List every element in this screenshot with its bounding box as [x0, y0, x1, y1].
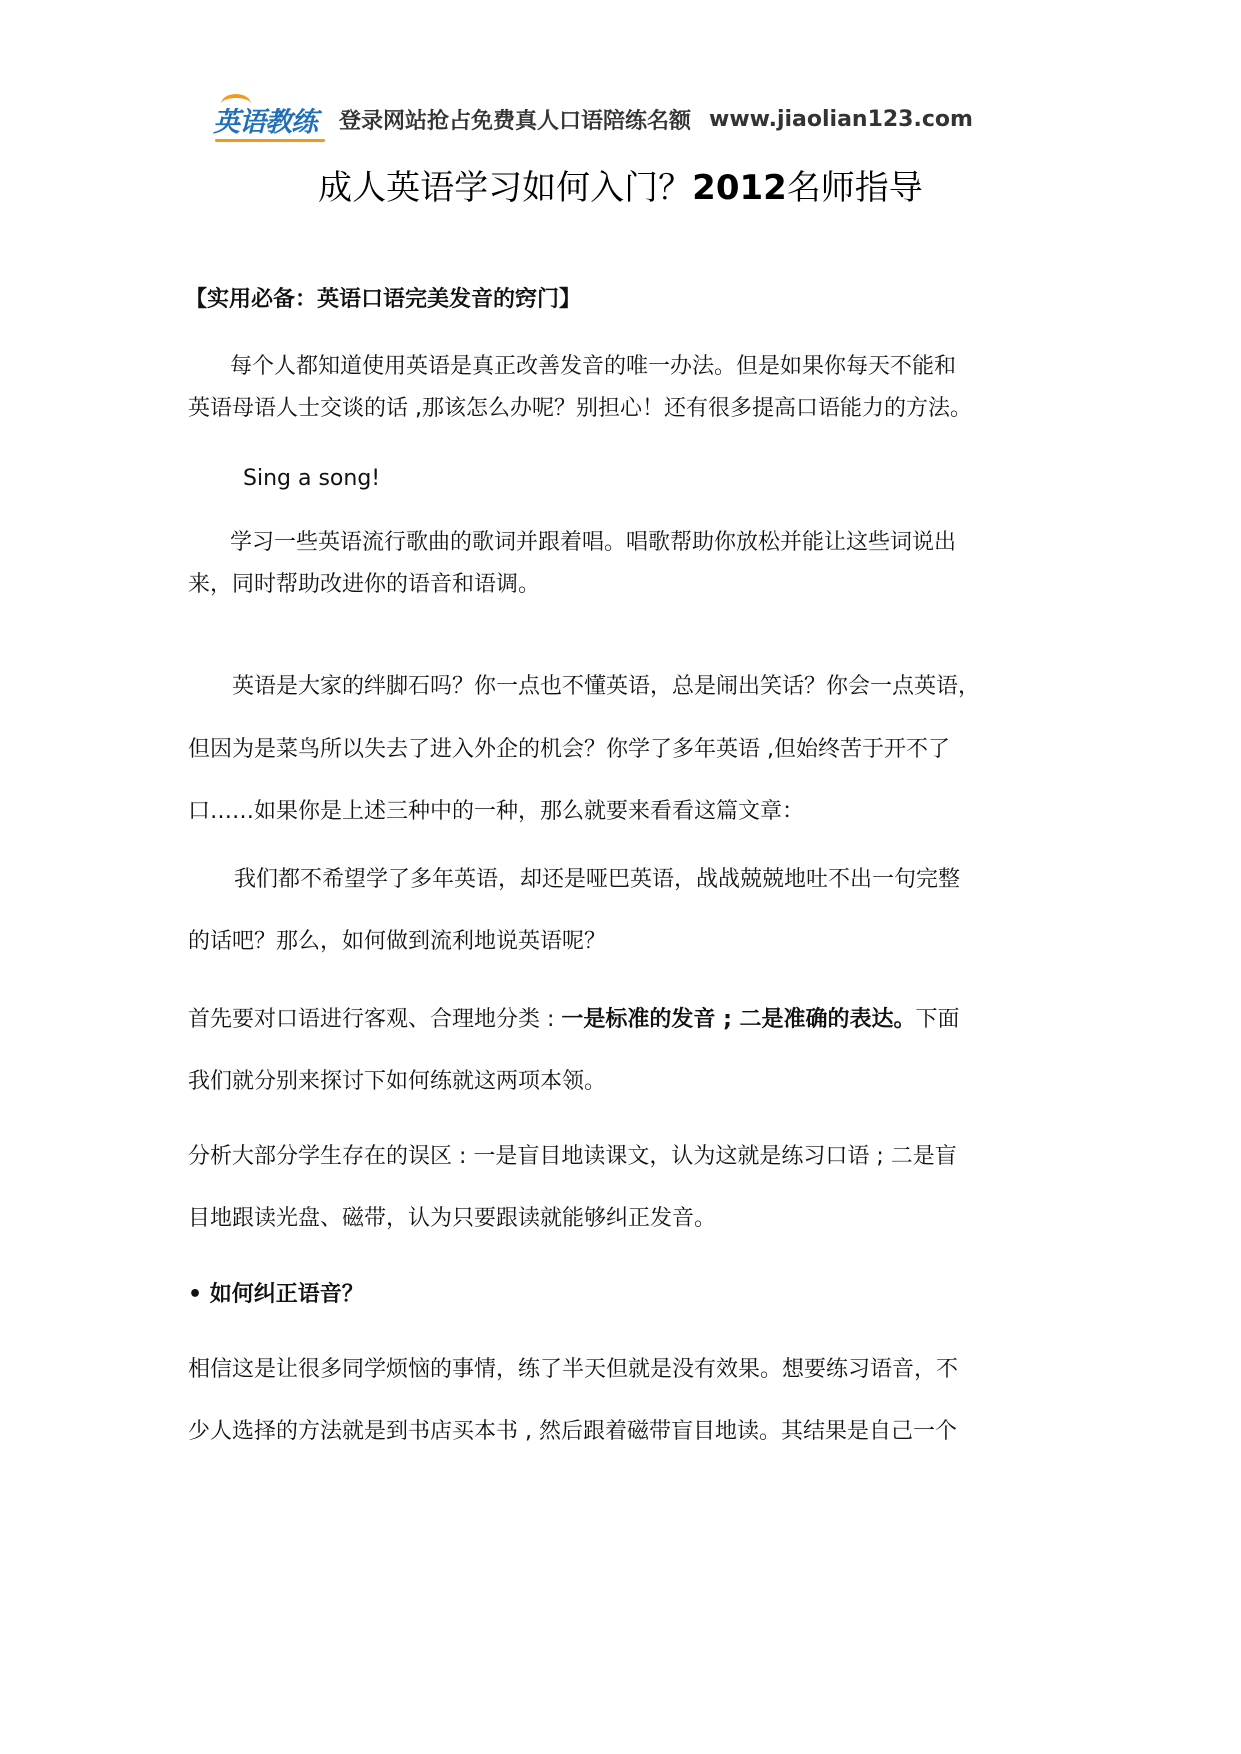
paragraph-line: 每个人都知道使用英语是真正改善发音的唯一办法。但是如果你每天不能和 — [230, 354, 957, 379]
paragraph-line: 我们都不希望学了多年英语，却还是哑巴英语，战战兢兢地吐不出一句完整 — [234, 867, 961, 892]
header-slogan: 登录网站抢占免费真人口语陪练名额 — [339, 108, 692, 134]
logo-underline-icon — [215, 139, 325, 142]
paragraph-line: 但因为是菜鸟所以失去了进入外企的机会？你学了多年英语 ,但始终苦于开不了 — [188, 737, 950, 762]
paragraph-line: 相信这是让很多同学烦恼的事情，练了半天但就是没有效果。想要练习语音，不 — [188, 1357, 959, 1382]
brand-logo[interactable] — [213, 100, 317, 139]
paragraph-line: 我们就分别来探讨下如何练就这两项本领。 — [188, 1069, 607, 1094]
emphasis-text: 一是标准的发音 ; 二是准确的表达。 — [561, 1007, 916, 1032]
paragraph-line: 口……如果你是上述三种中的一种，那么就要来看看这篇文章： — [188, 799, 805, 824]
paragraph-line — [188, 1005, 960, 1035]
logo-arc-icon — [221, 94, 251, 114]
title-prefix: 成人英语学习如何入门？ — [318, 168, 693, 208]
bullet-heading: • 如何纠正语音？ — [188, 1282, 364, 1307]
paragraph-line: 英语是大家的绊脚石吗？你一点也不懂英语，总是闹出笑话？你会一点英语， — [232, 674, 981, 699]
header-banner — [213, 94, 973, 144]
paragraph-line: 的话吧？那么，如何做到流利地说英语呢？ — [188, 929, 607, 954]
paragraph-line: 少人选择的方法就是到书店买本书 , 然后跟着磁带盲目地读。其结果是自己一个 — [188, 1419, 957, 1444]
text-span: 首先要对口语进行客观、合理地分类 : — [188, 1007, 562, 1032]
paragraph-line: 分析大部分学生存在的误区 : 一是盲目地读课文，认为这就是练习口语 ; 二是盲 — [188, 1144, 957, 1169]
title-year: 2012 — [692, 168, 787, 208]
section-heading: 【实用必备：英语口语完美发音的窍门】 — [185, 287, 582, 312]
title-suffix: 名师指导 — [786, 168, 923, 208]
logo-text: 英语教练 — [213, 106, 317, 138]
sing-a-song-line: Sing a song! — [243, 466, 381, 491]
paragraph-line: 目地跟读光盘、磁带，认为只要跟读就能够纠正发音。 — [188, 1206, 717, 1231]
paragraph-line: 来，同时帮助改进你的语音和语调。 — [188, 572, 541, 597]
text-span: 下面 — [915, 1007, 960, 1032]
page-title — [0, 160, 1241, 209]
paragraph-line: 英语母语人士交谈的话 ,那该怎么办呢？别担心！还有很多提高口语能力的方法。 — [188, 396, 972, 421]
header-url-link[interactable]: www.jiaolian123.com — [709, 106, 973, 132]
paragraph-line: 学习一些英语流行歌曲的歌词并跟着唱。唱歌帮助你放松并能让这些词说出 — [230, 530, 957, 555]
